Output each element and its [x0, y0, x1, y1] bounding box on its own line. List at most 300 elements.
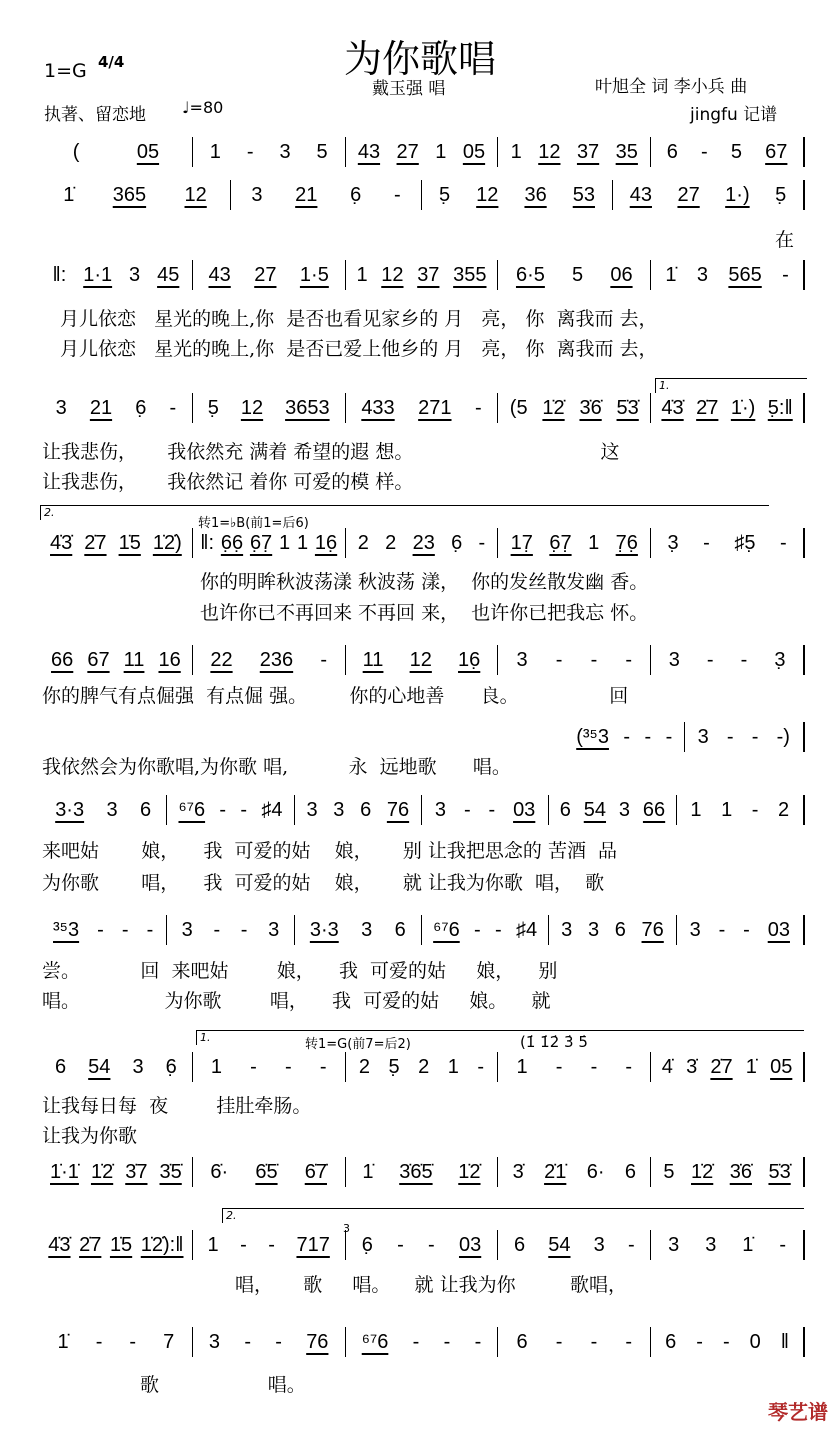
note-group: - — [740, 648, 748, 671]
note-group: 2 — [778, 798, 790, 821]
note-group: 3̇ — [512, 1160, 524, 1183]
measure — [346, 260, 499, 290]
note-group: 37 — [417, 263, 440, 286]
staff-line — [40, 643, 805, 677]
staff-line — [40, 178, 805, 212]
note-group: 66 — [642, 798, 666, 821]
note-group: ♯4 — [516, 918, 538, 941]
measure — [677, 915, 805, 945]
note-group: - — [623, 725, 631, 748]
note-group: 12 — [184, 183, 207, 206]
measure — [193, 1052, 346, 1082]
note-group: - — [751, 798, 759, 821]
note-group: 5 — [316, 140, 328, 163]
note-group: 7̣6̣ — [615, 531, 638, 554]
note-group: 54 — [88, 1055, 111, 1078]
measure — [193, 137, 346, 167]
note-group: 45 — [157, 263, 180, 286]
note-group: 3̇6̇5̇ — [399, 1160, 433, 1183]
note-group: - — [782, 263, 789, 286]
note-group: (³⁵3 — [576, 725, 609, 748]
note-group: 1̇5 — [118, 531, 141, 554]
staff-line — [40, 391, 805, 425]
note-group: 6 — [665, 1330, 677, 1353]
measure — [193, 528, 346, 558]
measure — [651, 1052, 805, 1082]
note-group: 1 — [690, 798, 702, 821]
measure — [193, 1230, 346, 1260]
measure — [498, 393, 651, 423]
note-group: 3̇7 — [125, 1160, 148, 1183]
measure — [40, 645, 193, 675]
note-group: - — [665, 725, 673, 748]
note-group: 1̇2̇):‖ — [140, 1233, 184, 1256]
note-group: - — [412, 1330, 420, 1353]
note-group: - — [474, 918, 481, 941]
tempo-marking: ♩=80 — [182, 98, 224, 117]
note-group: - — [590, 648, 598, 671]
measure — [193, 393, 346, 423]
measure — [231, 180, 422, 210]
volta-1b: 1. — [196, 1030, 804, 1045]
measure — [346, 528, 499, 558]
note-group: 06 — [610, 263, 633, 286]
lyric-line: 你的明眸秋波荡漾 秋波荡 漾， 你的发丝散发幽 香。 — [200, 571, 649, 593]
measure — [565, 722, 685, 752]
song-title: 为你歌唱 — [343, 37, 496, 81]
note-group: 1̇ — [742, 1233, 754, 1256]
note-group: - — [268, 1233, 275, 1256]
measure — [295, 915, 422, 945]
note-group: 1̇5 — [109, 1233, 133, 1256]
key-signature: 1=G — [44, 60, 87, 82]
note-group: 12 — [538, 140, 561, 163]
note-group: 3̇5̇ — [159, 1160, 182, 1183]
note-group: 67 — [87, 648, 110, 671]
note-group: 6̣7̣ — [549, 531, 572, 554]
note-group: ( — [72, 140, 80, 163]
note-group: 1 — [435, 140, 447, 163]
note-group: 1 — [210, 1055, 222, 1078]
measure — [295, 795, 422, 825]
note-group: 76 — [386, 798, 410, 821]
note-group: 433 — [361, 396, 395, 419]
note-group: 3 — [668, 1233, 680, 1256]
measure — [40, 1230, 193, 1260]
expression-marking: 执著、留恋地 — [44, 105, 146, 125]
staff-line — [40, 1155, 805, 1189]
note-group: 12 — [381, 263, 404, 286]
note-group: - — [780, 531, 787, 554]
measure — [549, 795, 676, 825]
note-group: (5 — [509, 396, 528, 419]
measure — [651, 1157, 805, 1187]
measure — [422, 915, 549, 945]
note-group: 3 — [333, 798, 345, 821]
note-group: 4̇ — [661, 1055, 673, 1078]
note-group: 2̇7 — [84, 531, 107, 554]
note-group: 16 — [158, 648, 181, 671]
measure — [651, 137, 805, 167]
note-group: - — [644, 725, 652, 748]
measure — [677, 795, 805, 825]
lyric-line: 月儿依恋 星光的晚上,你 是否也看见家乡的 月 亮， 你 离我而 去， — [60, 308, 658, 330]
note-group: - — [240, 1233, 247, 1256]
note-group: 6 — [516, 1330, 528, 1353]
modulation-g: 转1=G(前7=后2) — [305, 1037, 411, 1052]
note-group: 2̇7 — [79, 1233, 102, 1256]
staff-line — [40, 913, 805, 947]
note-group: - — [240, 798, 248, 821]
note-group: - — [169, 396, 177, 419]
volta-2b: 2. — [222, 1208, 804, 1223]
note-group: 3 — [181, 918, 193, 941]
note-group: 3·3 — [309, 918, 339, 941]
modulation-bb: 转1=♭B(前1=后6) — [198, 516, 309, 531]
note-group: 05 — [462, 140, 486, 163]
measure — [498, 137, 651, 167]
note-group: ♯4 — [261, 798, 283, 821]
note-group: 2 — [418, 1055, 430, 1078]
note-group: 1̇·1̇ — [50, 1160, 79, 1183]
note-group: 3 — [106, 798, 118, 821]
lyric-line: 唱。 为你歌 唱， 我 可爱的姑 娘。 就 — [42, 990, 551, 1012]
note-group: 17̣ — [510, 531, 533, 554]
measure — [498, 1052, 651, 1082]
note-group: 11 — [362, 648, 384, 671]
measure — [346, 1327, 499, 1357]
note-group: 6· — [586, 1160, 605, 1183]
note-group: 43 — [208, 263, 231, 286]
note-group: 3·3 — [55, 798, 85, 821]
note-group: 2 — [358, 1055, 370, 1078]
note-group: 6 — [666, 140, 678, 163]
note-group: 22 — [210, 648, 233, 671]
note-group: 5̣ — [388, 1055, 400, 1078]
measure — [685, 722, 806, 752]
staff-line — [565, 720, 805, 754]
note-group: 3 — [132, 1055, 144, 1078]
lyric-line: 你的脾气有点倔强 有点倔 强。 你的心地善 良。 回 — [42, 685, 629, 707]
note-group: 3 — [516, 648, 528, 671]
note-group: 3 — [705, 1233, 717, 1256]
note-group: - — [478, 531, 486, 554]
lyric-line: 来吧姑 娘， 我 可爱的姑 娘， 别 让我把思念的 苦酒 品 — [42, 840, 618, 862]
measure — [40, 915, 167, 945]
note-group: 1 — [296, 531, 309, 554]
note-group: 1 — [279, 531, 291, 554]
measure — [346, 137, 499, 167]
note-group: 717 — [296, 1233, 330, 1256]
measure — [40, 528, 193, 558]
note-group: 21 — [295, 183, 318, 206]
note-group: 3 — [208, 1330, 221, 1353]
measure — [40, 1327, 193, 1357]
note-group: - — [284, 1055, 292, 1078]
note-group: 43 — [629, 183, 652, 206]
note-group: 1̇2̇ — [691, 1160, 714, 1183]
lyric-line: 在 — [775, 229, 795, 251]
note-group: 11 — [123, 648, 145, 671]
volta-2: 2. — [40, 505, 769, 520]
lyric-line: 让我为你歌 — [42, 1125, 138, 1147]
note-group: 5̣ — [207, 396, 219, 419]
note-group: - — [250, 1055, 257, 1078]
note-group: 1 — [207, 1233, 219, 1256]
note-group: 1·1 — [83, 263, 113, 286]
measure — [651, 260, 805, 290]
note-group: 3 — [587, 918, 600, 941]
note-group: 1̇ — [362, 1160, 374, 1183]
note-group: - — [743, 918, 750, 941]
note-group: 6 — [360, 798, 372, 821]
note-group: 37 — [576, 140, 600, 163]
note-group: - — [319, 1055, 327, 1078]
measure — [40, 1052, 193, 1082]
note-group: - — [121, 918, 129, 941]
note-group: 1 — [516, 1055, 528, 1078]
note-group: - — [627, 1233, 635, 1256]
note-group: - — [95, 1330, 103, 1353]
note-group: 1̇ — [665, 263, 677, 286]
note-group: 16̣ — [314, 531, 338, 554]
note-group: - — [244, 1330, 251, 1353]
measure — [651, 528, 805, 558]
note-group: 1̇2̇ — [90, 1160, 114, 1183]
staff-line — [40, 1325, 805, 1359]
note-group: - — [146, 918, 154, 941]
note-group: 1̇·) — [730, 396, 756, 419]
note-group: ⁶⁷6 — [433, 918, 460, 941]
note-group: 05 — [136, 140, 160, 163]
note-group: 3 — [268, 918, 280, 941]
staff-line — [40, 135, 805, 169]
lyric-line: 尝。 回 来吧姑 娘， 我 可爱的姑 娘， 别 — [42, 960, 558, 982]
note-group: 3̇ — [686, 1055, 698, 1078]
note-group: 6̣ — [350, 183, 362, 206]
note-group: - — [428, 1233, 435, 1256]
note-group: 2̇7 — [696, 396, 719, 419]
note-group: 03 — [513, 798, 536, 821]
note-group: -) — [776, 725, 790, 748]
note-group: 4̇3̇ — [661, 396, 684, 419]
lyric-line: 让我每日每 夜 挂肚牵肠。 — [42, 1095, 312, 1117]
lyric-line: 让我悲伤， 我依然充 满着 希望的遐 想。 这 — [42, 441, 620, 463]
note-group: 355 — [453, 263, 487, 286]
measure — [193, 645, 346, 675]
measure — [167, 795, 294, 825]
staff-line — [40, 1228, 805, 1262]
note-group: 271 — [418, 396, 452, 419]
lyric-line: 唱， 歌 唱。 就 让我为你 歌唱， — [235, 1274, 627, 1296]
note-group: 36 — [524, 183, 547, 206]
note-group: 2̇7 — [710, 1055, 733, 1078]
note-group: 6̇7̇ — [304, 1160, 327, 1183]
note-group: - — [590, 1055, 598, 1078]
measure — [40, 137, 193, 167]
note-group: 7 — [163, 1330, 175, 1353]
note-group: - — [722, 1330, 730, 1353]
note-group: 2 — [385, 531, 397, 554]
note-group: 3 — [696, 263, 708, 286]
note-group: 3 — [697, 725, 709, 748]
note-group: 67 — [765, 140, 788, 163]
lyric-line: 为你歌 唱， 我 可爱的姑 娘， 就 让我为你歌 唱， 歌 — [42, 872, 605, 894]
note-group: - — [555, 648, 563, 671]
note-group: - — [555, 1330, 563, 1353]
note-group: 3 — [55, 396, 67, 419]
note-group: - — [701, 140, 708, 163]
note-group: - — [718, 918, 726, 941]
measure — [613, 180, 805, 210]
note-group: - — [240, 918, 248, 941]
note-group: 03 — [767, 918, 790, 941]
note-group: 0 — [749, 1330, 761, 1353]
measure — [498, 528, 651, 558]
note-group: ‖ — [780, 1330, 789, 1353]
measure — [651, 393, 805, 423]
note-group: - — [474, 396, 482, 419]
note-group: 1̇ — [745, 1055, 757, 1078]
note-group: - — [477, 1055, 485, 1078]
note-group: 6̣ — [165, 1055, 177, 1078]
note-group: 1 — [721, 798, 733, 821]
note-group: 6̣6̣ — [220, 531, 244, 554]
measure — [651, 1230, 805, 1260]
note-group: 5̇3̇ — [768, 1160, 791, 1183]
note-group: 6̣ — [451, 531, 463, 554]
staff-line — [40, 1050, 805, 1084]
measure — [549, 915, 676, 945]
lyric-line: 月儿依恋 星光的晚上,你 是否已爱上他乡的 月 亮， 你 离我而 去， — [60, 338, 658, 360]
note-group: 1̇ — [57, 1330, 69, 1353]
measure — [422, 795, 549, 825]
note-group: 27 — [396, 140, 419, 163]
measure — [651, 1327, 805, 1357]
measure — [422, 180, 613, 210]
note-group: 236 — [259, 648, 294, 671]
note-group: 3̣ — [774, 648, 786, 671]
note-group: - — [246, 140, 254, 163]
measure — [193, 260, 346, 290]
measure — [346, 1052, 499, 1082]
note-group: 6·5 — [515, 263, 545, 286]
note-group: 3 — [279, 140, 291, 163]
measure — [167, 915, 294, 945]
measure — [193, 1327, 346, 1357]
note-group: 3 — [434, 798, 447, 821]
note-group: 3 — [593, 1233, 605, 1256]
note-group: 6 — [513, 1233, 526, 1256]
note-group: - — [213, 918, 221, 941]
note-group: 12 — [240, 396, 264, 419]
lyric-line: 歌 唱。 — [140, 1374, 306, 1396]
measure — [498, 1157, 651, 1187]
note-group: 6 — [559, 798, 571, 821]
note-group: 12 — [476, 183, 499, 206]
note-group: - — [751, 725, 759, 748]
note-group: 3 — [668, 648, 680, 671]
note-group: 6̣7̣ — [249, 531, 273, 554]
note-group: - — [590, 1330, 598, 1353]
note-group: 5 — [730, 140, 742, 163]
note-group: 365 — [112, 183, 147, 206]
note-group: 6̣ — [361, 1233, 373, 1256]
note-group: 1 — [588, 531, 600, 554]
note-group: 5 — [572, 263, 584, 286]
note-group: 565 — [728, 263, 762, 286]
note-group: 1 — [209, 140, 221, 163]
measure — [651, 645, 805, 675]
note-group: 23 — [412, 531, 435, 554]
note-group: 76 — [306, 1330, 329, 1353]
staff-line — [40, 526, 805, 560]
note-group: 5̣ — [775, 183, 787, 206]
note-group: ⁶⁷6 — [178, 798, 206, 821]
note-group: 3 — [361, 918, 373, 941]
note-group: 3 — [689, 918, 701, 941]
note-group: 21 — [89, 396, 113, 419]
note-group: 3 — [306, 798, 318, 821]
measure — [346, 1230, 499, 1260]
note-group: - — [555, 1055, 563, 1078]
note-group: - — [129, 1330, 137, 1353]
note-group: 1 — [356, 263, 368, 286]
note-group: 1 — [510, 140, 522, 163]
measure — [40, 393, 193, 423]
measure — [498, 1230, 651, 1260]
note-group: 6 — [394, 918, 406, 941]
note-group: - — [696, 1330, 703, 1353]
note-group: - — [397, 1233, 404, 1256]
note-group: - — [488, 798, 496, 821]
time-signature: 4/4 — [98, 53, 125, 71]
note-group: ⁶⁷6 — [361, 1330, 389, 1353]
note-group: 4̇3̇ — [48, 1233, 71, 1256]
note-group: 6̇5̇ — [255, 1160, 278, 1183]
note-group: 6 — [614, 918, 626, 941]
lyric-line: 让我悲伤， 我依然记 着你 可爱的模 样。 — [42, 471, 414, 493]
note-group: - — [97, 918, 104, 941]
note-group: - — [726, 725, 734, 748]
note-group: 6̇· — [210, 1160, 229, 1183]
note-group: 3 — [251, 183, 263, 206]
note-group: - — [625, 1330, 633, 1353]
note-group: 27 — [677, 183, 700, 206]
note-group: 66 — [51, 648, 74, 671]
singer: 戴玉强 唱 — [372, 79, 446, 99]
credits: 叶旭全 词 李小兵 曲 — [595, 77, 748, 97]
measure — [346, 645, 499, 675]
note-group: 1̇2̇ — [458, 1160, 481, 1183]
staff-line — [40, 258, 805, 292]
note-group: 53 — [572, 183, 595, 206]
note-group: 2̇1̇ — [544, 1160, 567, 1183]
note-group: 5̇3̇ — [616, 396, 639, 419]
note-group: 3̇6̇ — [729, 1160, 752, 1183]
note-group: 54 — [548, 1233, 571, 1256]
note-group: ♯5̣ — [734, 531, 756, 554]
note-group: 4̇3̇ — [50, 531, 73, 554]
staff-line — [40, 793, 805, 827]
note-group: - — [219, 798, 227, 821]
measure — [346, 393, 499, 423]
note-group: - — [703, 531, 710, 554]
note-group: 3653 — [285, 396, 330, 419]
note-group: - — [625, 1055, 633, 1078]
note-group: 6 — [624, 1160, 636, 1183]
note-group: 5 — [663, 1160, 675, 1183]
